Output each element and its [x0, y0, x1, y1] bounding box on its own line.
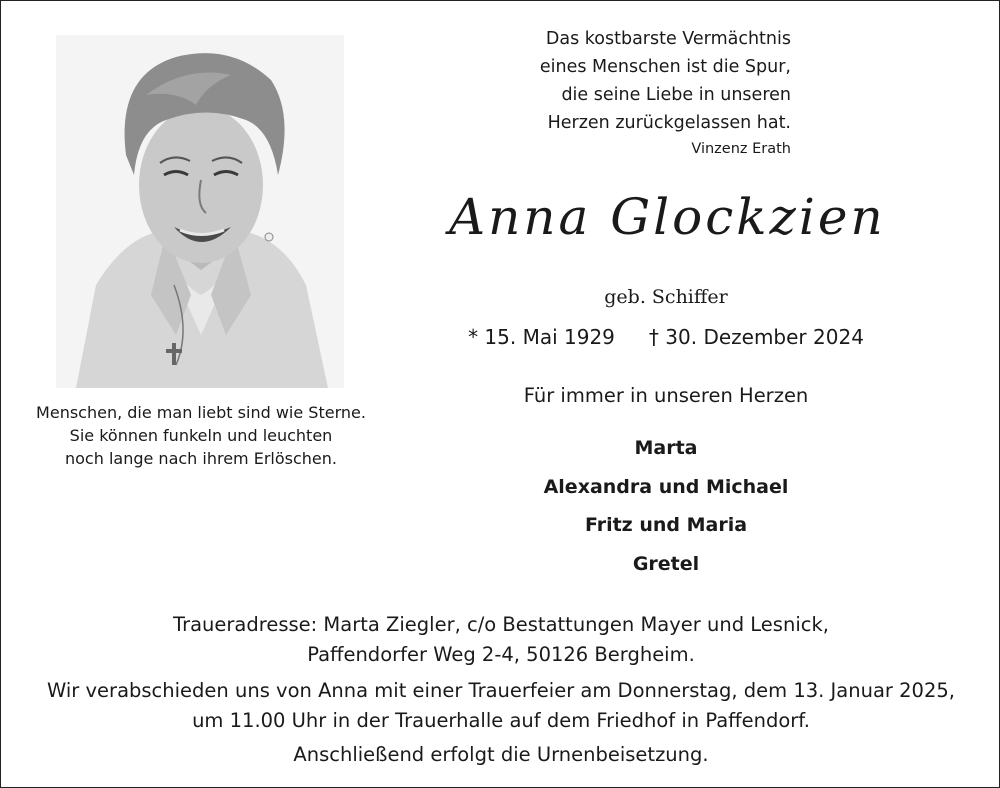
quote-line: die seine Liebe in unseren	[561, 85, 791, 105]
portrait-photo	[56, 35, 344, 388]
deceased-name-signature	[441, 179, 891, 249]
deceased-name: Anna Glockzien	[449, 188, 886, 246]
quote-author: Vinzenz Erath	[691, 141, 791, 157]
address-line: Paffendorfer Weg 2-4, 50126 Bergheim.	[307, 643, 695, 666]
death-date: † 30. Dezember 2024	[648, 325, 864, 349]
photo-quote	[15, 401, 387, 470]
mourner-name: Alexandra und Michael	[543, 475, 789, 498]
address-line: Traueradresse: Marta Ziegler, c/o Bestattungen Mayer und Lesnick,	[173, 613, 829, 636]
funeral-info	[1, 610, 1000, 770]
maiden-name: geb. Schiffer	[604, 286, 728, 308]
mourner-name: Fritz und Maria	[584, 514, 748, 536]
mourner-name: Marta	[634, 437, 698, 459]
mourners-list	[481, 433, 851, 587]
photo-quote-line: Menschen, die man liebt sind wie Sterne.	[36, 403, 366, 422]
quote-line: Herzen zurückgelassen hat.	[547, 113, 791, 133]
quote-line: eines Menschen ist die Spur,	[539, 57, 791, 77]
quote-line: Das kostbarste Vermächtnis	[545, 29, 791, 49]
life-dates	[441, 325, 891, 349]
photo-quote-line: Sie können funkeln und leuchten	[69, 426, 333, 445]
ceremony-line: Wir verabschieden uns von Anna mit einer Trauerfeier am Donnerstag, dem 13. Januar 2025,	[47, 679, 955, 702]
burial-line: Anschließend erfolgt die Urnenbeisetzung.	[293, 743, 709, 766]
mourner-name: Gretel	[632, 552, 700, 575]
ceremony-line: um 11.00 Uhr in der Trauerhalle auf dem Friedhof in Paffendorf.	[192, 709, 810, 732]
forever-line: Für immer in unseren Herzen	[523, 384, 809, 407]
photo-quote-line: noch lange nach ihrem Erlöschen.	[65, 449, 337, 468]
top-quote	[441, 25, 791, 161]
birth-date: * 15. Mai 1929	[468, 325, 615, 349]
